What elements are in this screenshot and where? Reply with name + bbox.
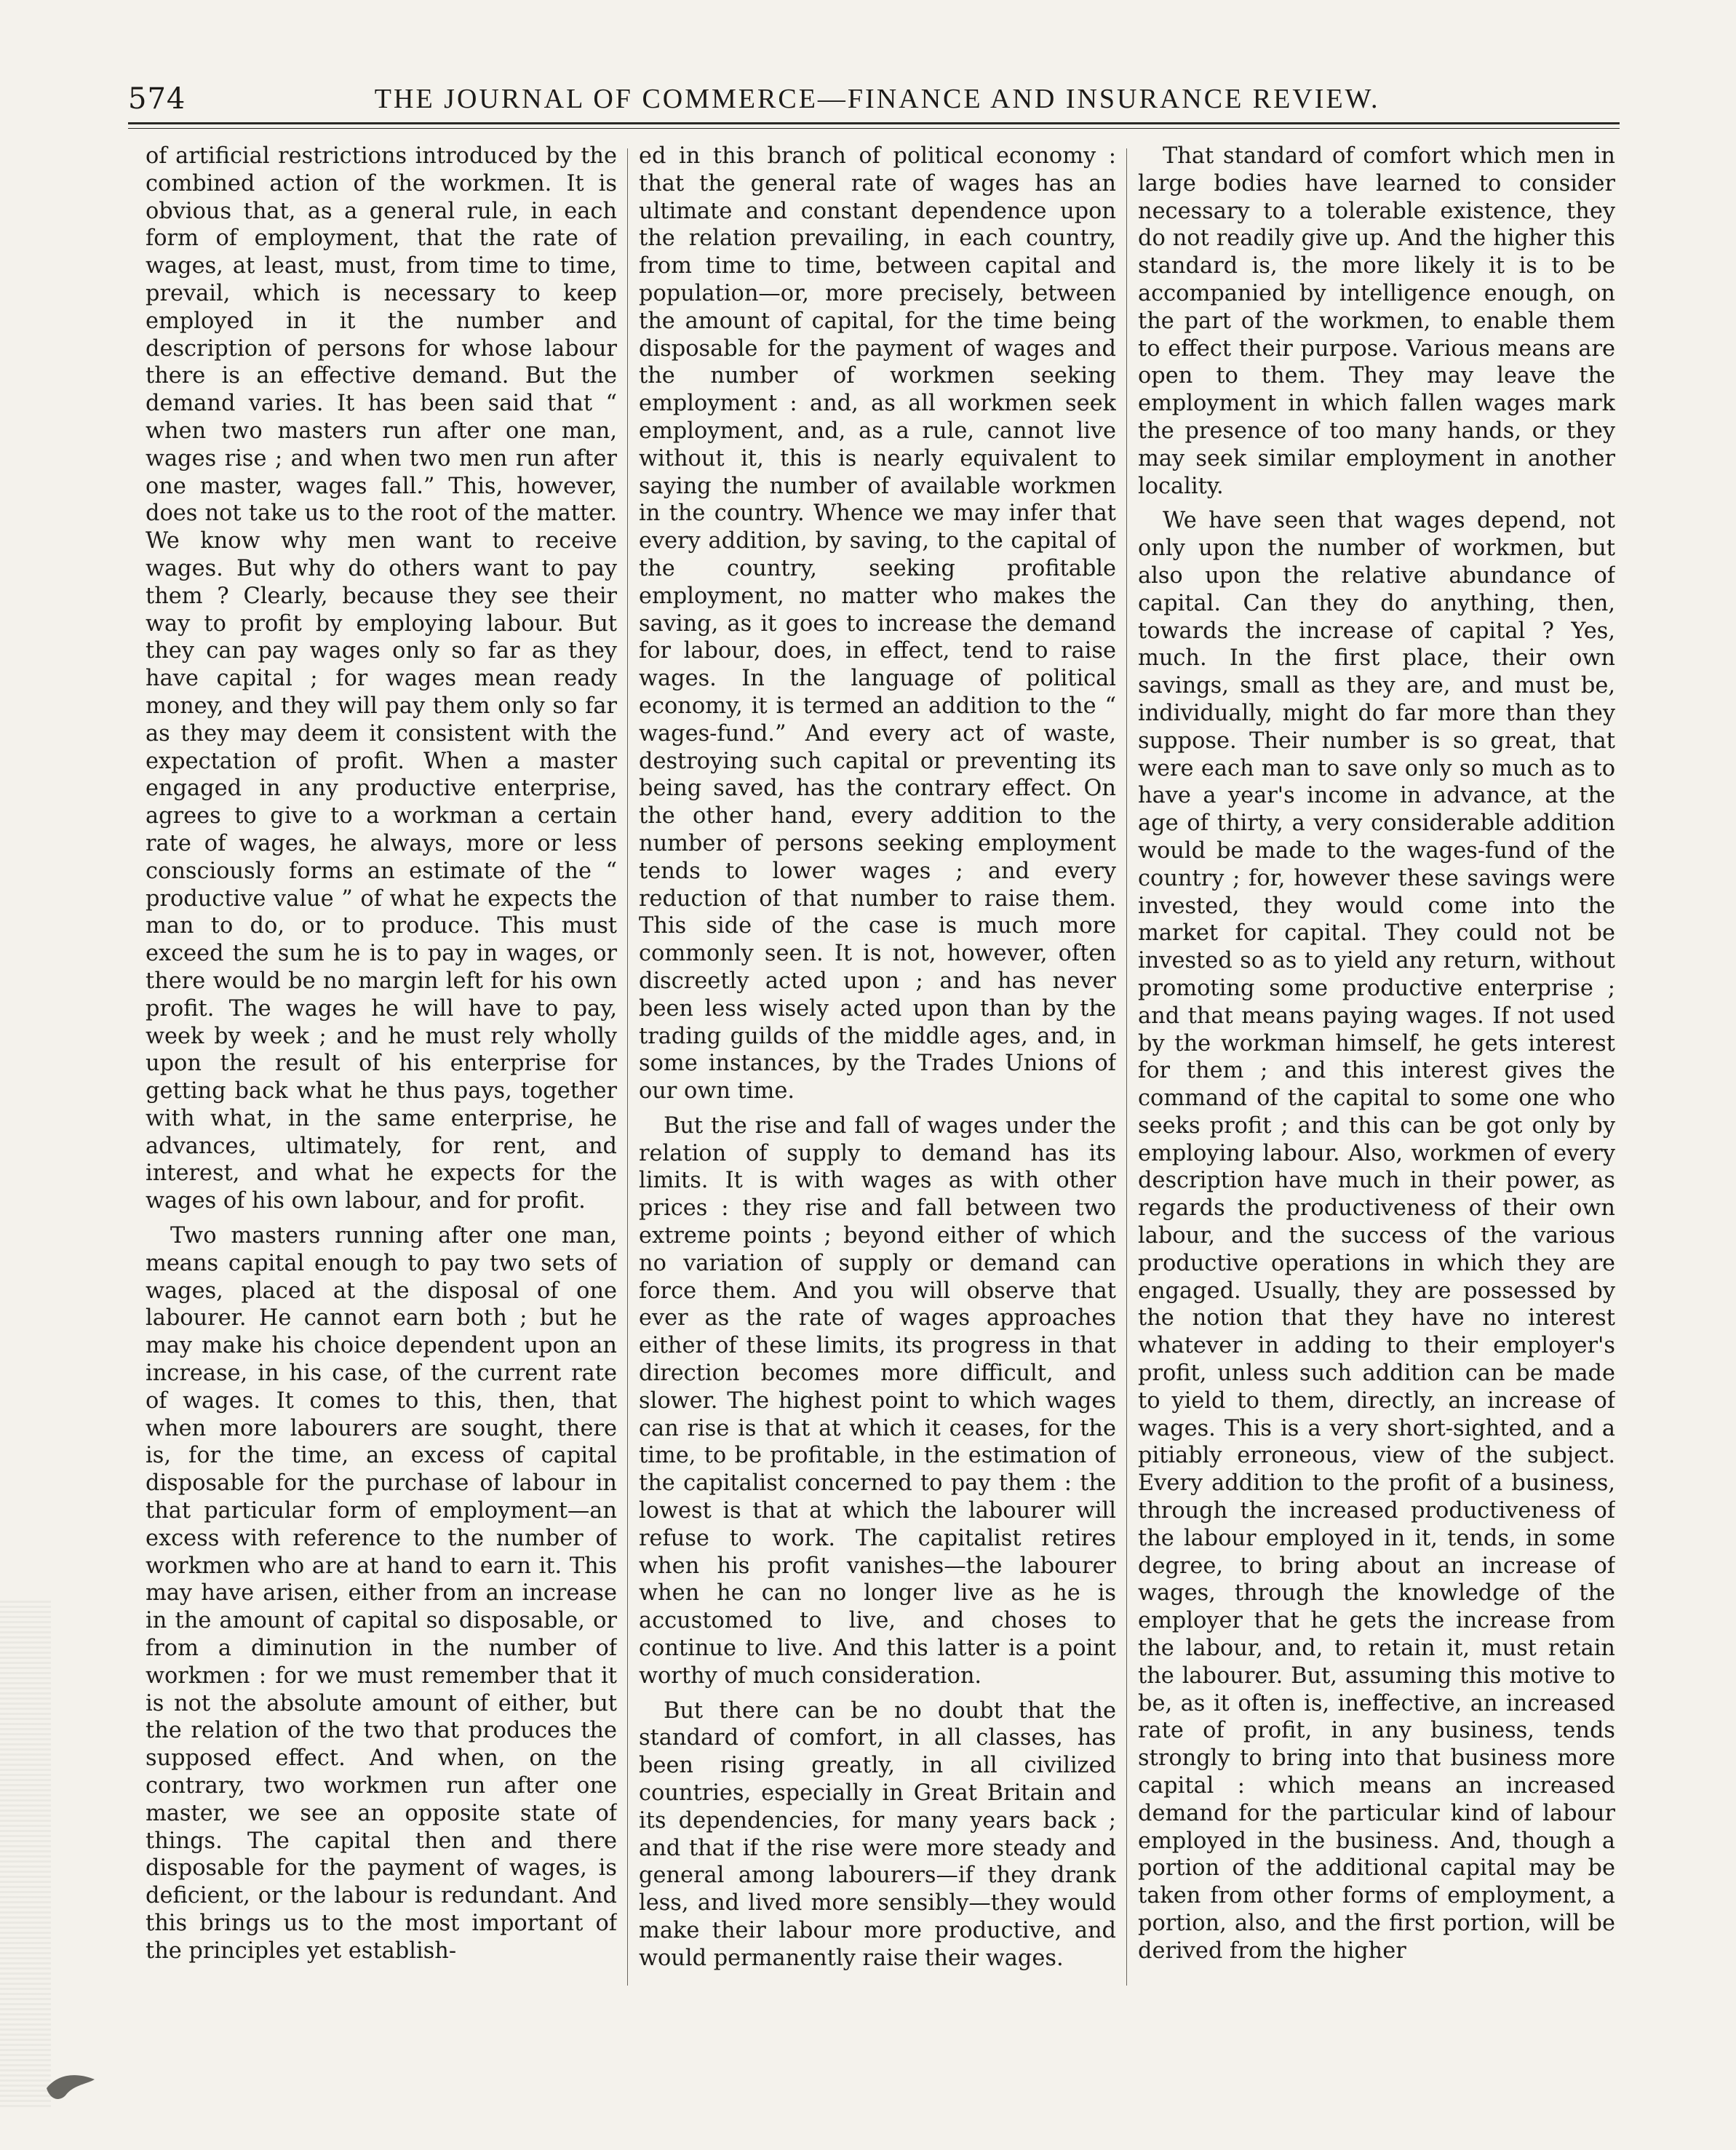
column-divider xyxy=(1126,148,1127,1986)
journal-title: THE JOURNAL OF COMMERCE—FINANCE AND INSURANCE REVIEW. xyxy=(374,84,1380,114)
paragraph: But there can be no doubt that the standard of comfort, in all classes, has been rising greatly, in all civilized countries, especially in Great Britain and its dependencies, for many years back ; and that if the rise were more steady and general among labourers—if they drank less, and lived more sensibly—they would make their labour more productive, and would permanently raise their wages. xyxy=(639,1697,1116,1971)
column-2 xyxy=(639,143,1116,1991)
column-3 xyxy=(1138,143,1615,1991)
column-1 xyxy=(146,143,617,1991)
header-rule xyxy=(128,122,1620,124)
article-columns xyxy=(132,143,1624,1991)
page-number: 574 xyxy=(128,82,186,116)
ink-blot xyxy=(44,2066,102,2110)
paragraph: of artificial restrictions introduced by the combined action of the workmen. It is obvious that, as a general rule, in each form of employment, that the rate of wages, at least, must, from time to time, prevail, which is necessary to keep employed in it the number and description of persons for whose labour there is an effective demand. But the demand varies. It has been said that “ when two masters run after one man, wages rise ; and when two men run after one master, wages fall.” This, however, does not take us to the root of the matter. We know why men want to receive wages. But why do others want to pay them ? Clearly, because they see their way to profit by employing labour. But they can pay wages only so far as they have capital ; for wages mean ready money, and they will pay them only so far as they may deem it consistent with the expectation of profit. When a master engaged in any productive enterprise, agrees to give to a workman a certain rate of wages, he always, more or less consciously forms an estimate of the “ productive value ” of what he expects the man to do, or to produce. This must exceed the sum he is to pay in wages, or there would be no margin left for his own profit. The wages he will have to pay, week by week ; and he must rely wholly upon the result of his enterprise for getting back what he thus pays, together with what, in the same enterprise, he advances, ultimately, for rent, and interest, and what he expects for the wages of his own labour, and for profit. xyxy=(146,143,617,1214)
paragraph: ed in this branch of political economy : that the general rate of wages has an ultimate and constant dependence upon the relation prevailing, in each country, from time to time, between capital and population—or, more precisely, between the amount of capital, for the time being disposable for the payment of wages and the number of workmen seeking employment : and, as all workmen seek employment, and, as a rule, cannot live without it, this is nearly equivalent to saying the number of available workmen in the country. Whence we may infer that every addition, by saving, to the capital of the country, seeking profitable employment, no matter who makes the saving, as it goes to increase the demand for labour, does, in effect, tend to raise wages. In the language of political economy, it is termed an addition to the “ wages-fund.” And every act of waste, destroying such capital or preventing its being saved, has the contrary effect. On the other hand, every addition to the number of persons seeking employment tends to lower wages ; and every reduction of that number to raise them. This side of the case is much more commonly seen. It is not, however, often discreetly acted upon ; and has never been less wisely acted upon than by the trading guilds of the middle ages, and, in some instances, by the Trades Unions of our own time. xyxy=(639,143,1116,1104)
paragraph: We have seen that wages depend, not only upon the number of workmen, but also upon the relative abundance of capital. Can they do anything, then, towards the increase of capital ? Yes, much. In the first place, their own savings, small as they are, and must be, individually, might do far more than they suppose. Their number is so great, that were each man to save only so much as to have a year's income in advance, at the age of thirty, a very considerable addition would be made to the wages-fund of the country ; for, however these savings were invested, they would come into the market for capital. They could not be invested so as to yield any return, without promoting some productive enterprise ; and that means paying wages. If not used by the workman himself, he gets interest for them ; and this interest gives the command of the capital to some one who seeks profit ; and this can be got only by employing labour. Also, workmen of every description have much in their power, as regards the productiveness of their own labour, and the success of the various productive operations in which they are engaged. Usually, they are possessed by the notion that they have no interest whatever in adding to their employer's profit, unless such addition can be made to yield to them, directly, an increase of wages. This is a very short-sighted, and a pitiably erroneous, view of the subject. Every addition to the profit of a business, through the increased productiveness of the labour employed in it, tends, in some degree, to bring about an increase of wages, through the knowledge of the employer that he gets the increase from the labour, and, to retain it, must retain the labourer. But, assuming this motive to be, as it often is, ineffective, an increased rate of profit, in any business, tends strongly to bring into that business more capital : which means an increased demand for the particular kind of labour employed in the business. And, though a portion of the additional capital may be taken from other forms of employment, a portion, also, and the first portion, will be derived from the higher xyxy=(1138,508,1615,1964)
header-rule-thin xyxy=(128,128,1620,129)
paragraph: But the rise and fall of wages under the relation of supply to demand has its limits. It is with wages as with other prices : they rise and fall between two extreme points ; beyond either of which no variation of supply or demand can force them. And you will observe that ever as the rate of wages approaches either of these limits, its progress in that direction becomes more difficult, and slower. The highest point to which wages can rise is that at which it ceases, for the time, to be profitable, in the estimation of the capitalist concerned to pay them : the lowest is that at which the labourer will refuse to work. The capitalist retires when his profit vanishes—the labourer when he can no longer live as he is accustomed to live, and choses to continue to live. And this latter is a point worthy of much consideration. xyxy=(639,1112,1116,1689)
column-divider xyxy=(627,148,628,1986)
scan-smudge xyxy=(0,1601,51,2110)
page-header xyxy=(128,80,1620,118)
paragraph: Two masters running after one man, means capital enough to pay two sets of wages, placed at the disposal of one labourer. He cannot earn both ; but he may make his choice dependent upon an increase, in his case, of the current rate of wages. It comes to this, then, that when more labourers are sought, there is, for the time, an excess of capital disposable for the purchase of labour in that particular form of employment—an excess with reference to the number of workmen who are at hand to earn it. This may have arisen, either from an increase in the amount of capital so disposable, or from a diminution in the number of workmen : for we must remember that it is not the absolute amount of either, but the relation of the two that produces the supposed effect. And when, on the contrary, two workmen run after one master, we see an opposite state of things. The capital then and there disposable for the payment of wages, is deficient, or the labour is redundant. And this brings us to the most important of the principles yet establish- xyxy=(146,1223,617,1964)
paragraph: That standard of comfort which men in large bodies have learned to consider necessary to a tolerable existence, they do not readily give up. And the higher this standard is, the more likely it is to be accompanied by intelligence enough, on the part of the workmen, to enable them to effect their purpose. Various means are open to them. They may leave the employment in which fallen wages mark the presence of too many hands, or they may seek similar employment in another locality. xyxy=(1138,143,1615,499)
